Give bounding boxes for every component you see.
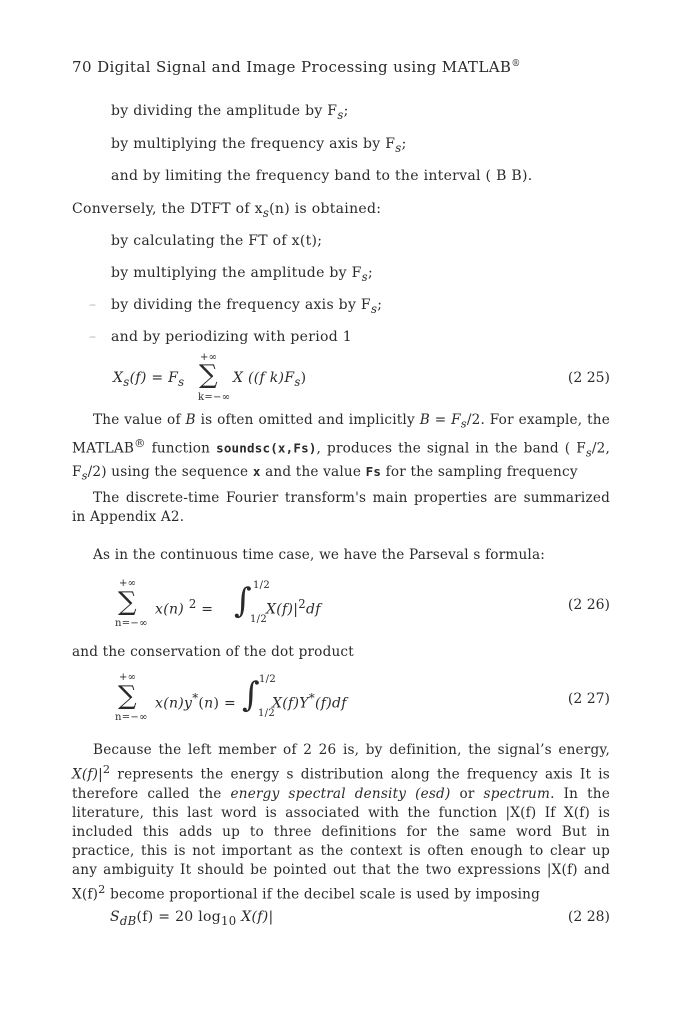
list1-item-1: by dividing the amplitude by $F_s$; — [111, 103, 349, 122]
eq225-number: (2 25) — [567, 370, 610, 386]
eq227-lhs: x(n)y*(n) = — [155, 691, 237, 712]
book-title: Digital Signal and Image Processing using MATLAB — [97, 58, 512, 76]
equation-2-25: $X_s(f) = F_s$ — [113, 370, 185, 389]
eq226-int-bottom: 1/2 — [250, 614, 267, 625]
para-energy-spectral-density: Because the left member of 2 26 is, by definition, the signal’s energy, $X(f)|^2$ represents the energy s distribution along the frequency axis It is therefore called the energy spectral density (esd) or spectrum. In the literature, this last word is associated with the function |X(f) If X(f) is included this adds up to three definitions for the same word But in practice, this is not important as the context is often enough to clear up any ambiguity It should be pointed out that the two expressions |X(f) and $X(f)^2$ become proportional if the decibel scale is used by imposing — [72, 742, 610, 903]
conversely-line: Conversely, the DTFT of $x_s(n)$ is obtained: — [72, 201, 382, 220]
list2-item-3: by dividing the frequency axis by $F_s$; — [111, 297, 383, 316]
eq226-int-top: 1/2 — [253, 580, 270, 591]
running-header — [72, 58, 521, 76]
eq227-sum-top: +∞ — [119, 672, 137, 683]
eq226-sum-bottom: n=−∞ — [115, 618, 148, 629]
eq225-sum-top: +∞ — [200, 352, 218, 363]
bullet-dash-2: – — [89, 329, 97, 345]
eq228-number: (2 28) — [567, 909, 610, 925]
list2-item-2: by multiplying the amplitude by $F_s$; — [111, 265, 373, 284]
eq227-integral: ∫ — [242, 675, 260, 715]
eq226-sigma: ∑ — [118, 587, 137, 617]
eq225-sigma: ∑ — [199, 360, 218, 390]
eq225-rhs: X ((f $k)F_s$) — [233, 370, 307, 389]
bullet-dash-1: – — [89, 297, 97, 313]
para-parseval: As in the continuous time case, we have the Parseval s formula: — [93, 547, 546, 563]
eq227-int-top: 1/2 — [259, 674, 276, 685]
eq227-number: (2 27) — [567, 691, 610, 707]
eq226-integral: ∫ — [234, 581, 252, 621]
para-value-of-B: The value of B is often omitted and implicitly $B = F_s/2$. For example, the MATLAB® function soundsc(x,Fs), produces the signal in the band ( $F_s/2$, $F_s/2$) using the sequence x and the value Fs for the sampling frequency — [72, 412, 611, 483]
eq227-int-bottom: 1/2 — [258, 708, 275, 719]
list1-item-2: by multiplying the frequency axis by $F_s$; — [111, 136, 407, 155]
para-dtft-properties: The discrete-time Fourier transform's main properties are summarized in Appendix A2. — [72, 490, 610, 525]
list2-item-1: by calculating the FT of x(t); — [111, 233, 323, 249]
equation-2-28: $S_{dB}(f) = 20$ $\log_{10} X(f)|$ — [110, 909, 274, 928]
list1-item-3: and by limiting the frequency band to the interval ( B B). — [111, 168, 533, 184]
page-number: 70 — [72, 58, 92, 76]
list2-item-4: and by periodizing with period 1 — [111, 329, 352, 345]
eq225-sum-bottom: k=−∞ — [198, 392, 231, 403]
eq226-lhs: x(n) $^2$ = — [155, 597, 214, 618]
eq226-number: (2 26) — [567, 597, 610, 613]
para-dot-product: and the conservation of the dot product — [72, 644, 354, 660]
eq227-sigma: ∑ — [118, 681, 137, 711]
eq226-rhs: $X(f)|^2df$ — [266, 597, 321, 618]
eq227-rhs: X(f)Y*(f)df — [272, 691, 347, 712]
eq226-sum-top: +∞ — [119, 578, 137, 589]
eq227-sum-bottom: n=−∞ — [115, 712, 148, 723]
registered-mark: ® — [511, 59, 521, 69]
